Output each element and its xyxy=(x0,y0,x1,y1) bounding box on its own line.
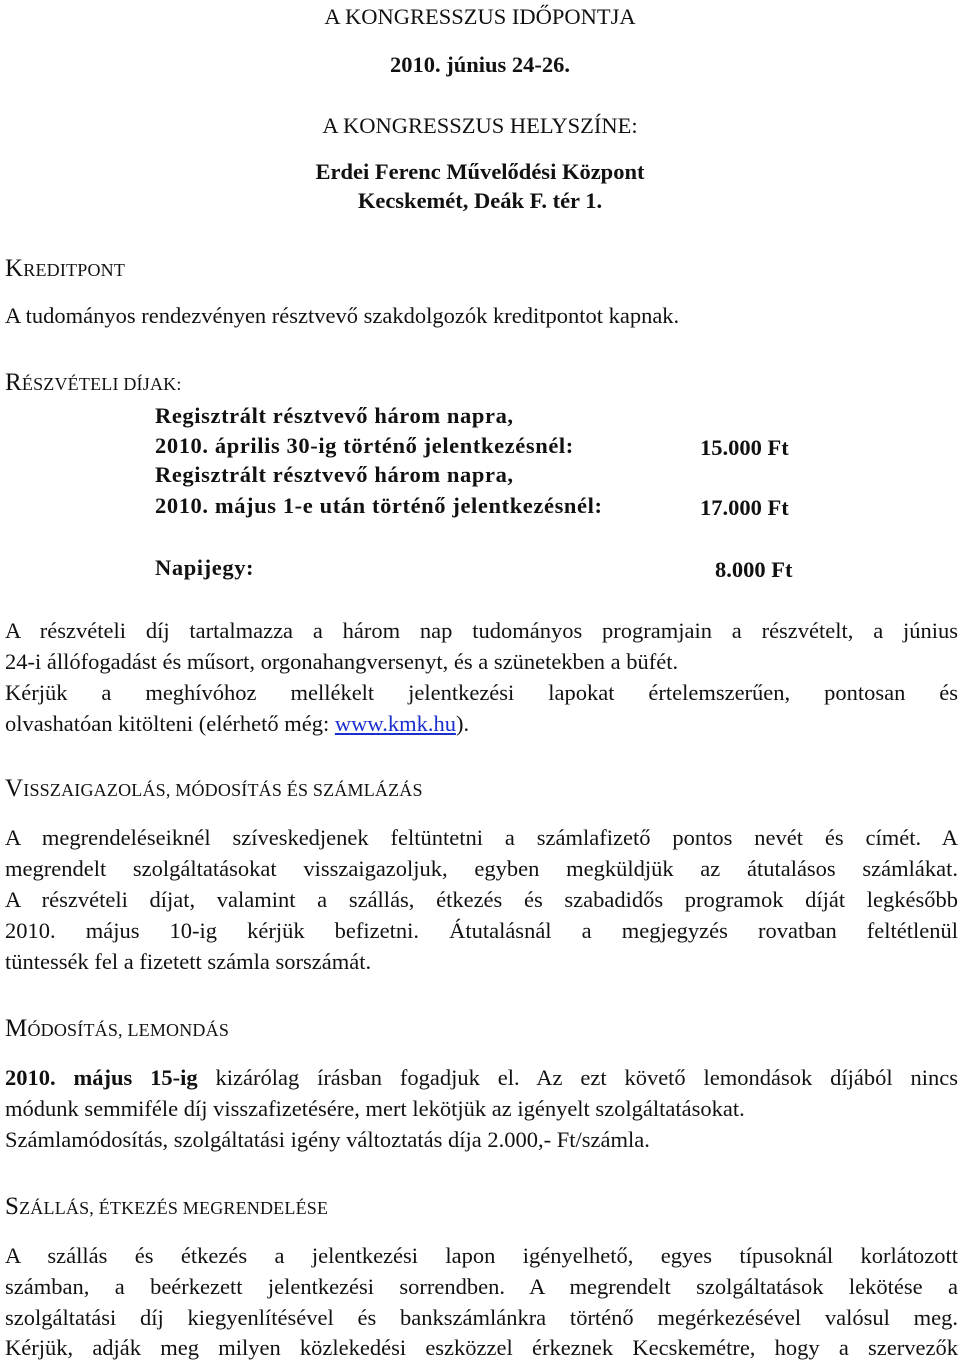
lodging-line: szolgáltatási díj kiegyenlítésével és bankszámlánkra történő megérkezésével valósul meg. xyxy=(5,1305,958,1330)
fees-paragraph-last-line: olvashatóan kitölteni (elérhető még: www.kmk.hu). xyxy=(5,711,470,736)
billing-line: A megrendeléseiknél szíveskedjenek feltüntetni a számlafizető pontos nevét és címét. A xyxy=(5,825,958,850)
credit-text: A tudományos rendezvényen résztvevő szakdolgozók kreditpontot kapnak. xyxy=(5,303,680,328)
fees-paragraph-line: 24-i állófogadást és műsort, orgonahangversenyt, és a szünetekben a büfét. xyxy=(5,649,679,674)
billing-heading: VISSZAIGAZOLÁS, MÓDOSÍTÁS ÉS SZÁMLÁZÁS xyxy=(5,775,423,802)
fee-2-label-line2: 2010. május 1-e után történő jelentkezésnél: xyxy=(155,493,603,518)
billing-line: A részvételi díjat, valamint a szállás, étkezés és szabadidős programok díját legkésőbb xyxy=(5,887,958,912)
billing-line: 2010. május 10-ig kérjük befizetni. Átutalásnál a megjegyzés rovatban feltétlenül xyxy=(5,918,958,943)
fee-2-amount: 17.000 Ft xyxy=(700,495,789,520)
fee-1-amount: 15.000 Ft xyxy=(700,435,789,460)
website-link[interactable]: www.kmk.hu xyxy=(334,711,456,736)
congress-date: 2010. június 24-26. xyxy=(389,52,571,77)
cancel-line: Számlamódosítás, szolgáltatási igény változtatás díja 2.000,- Ft/számla. xyxy=(5,1127,650,1152)
fees-paragraph-line: Kérjük a meghívóhoz mellékelt jelentkezési lapokat értelemszerűen, pontosan és xyxy=(5,680,958,705)
billing-last-line: tüntessék fel a fizetett számla sorszámát. xyxy=(5,949,372,974)
billing-line: megrendelt szolgáltatásokat visszaigazoljuk, egyben megküldjük az átutalásos számlákat. xyxy=(5,856,958,881)
fee-3-label: Napijegy: xyxy=(155,555,255,580)
lodging-line: Kérjük, adják meg milyen közlekedési eszközzel érkeznek Kecskemétre, hogy a szervezők xyxy=(5,1335,958,1360)
cancel-line: módunk semmiféle díj visszafizetésére, mert lekötjük az igényelt szolgáltatásokat. xyxy=(5,1096,745,1121)
cancel-line: 2010. május 15-ig kizárólag írásban fogadjuk el. Az ezt követő lemondások díjából nincs xyxy=(5,1065,959,1090)
credit-heading: KREDITPONT xyxy=(5,255,126,282)
cancel-heading: MÓDOSÍTÁS, LEMONDÁS xyxy=(5,1015,230,1042)
fee-2-label-line1: Regisztrált résztvevő három napra, xyxy=(155,462,514,487)
fees-paragraph-line: A részvételi díj tartalmazza a három nap tudományos programjain a részvételt, a június xyxy=(5,618,958,643)
fees-heading: RÉSZVÉTELI DÍJAK: xyxy=(5,369,182,396)
lodging-line: A szállás és étkezés a jelentkezési lapon igényelhető, egyes típusoknál korlátozott xyxy=(5,1243,958,1268)
fee-1-label-line2: 2010. április 30-ig történő jelentkezésnél: xyxy=(155,433,574,458)
venue-name: Erdei Ferenc Művelődési Központ xyxy=(315,159,645,184)
venue-address: Kecskemét, Deák F. tér 1. xyxy=(357,188,603,213)
venue-heading: A KONGRESSZUS HELYSZÍNE: xyxy=(322,113,638,138)
lodging-line: számban, a beérkezett jelentkezési sorrendben. A megrendelt szolgáltatások lekötése a xyxy=(5,1274,958,1299)
date-heading: A KONGRESSZUS IDŐPONTJA xyxy=(324,4,636,29)
fee-3-amount: 8.000 Ft xyxy=(715,557,793,582)
fee-1-label-line1: Regisztrált résztvevő három napra, xyxy=(155,403,514,428)
lodging-heading: SZÁLLÁS, ÉTKEZÉS MEGRENDELÉSE xyxy=(5,1193,329,1220)
